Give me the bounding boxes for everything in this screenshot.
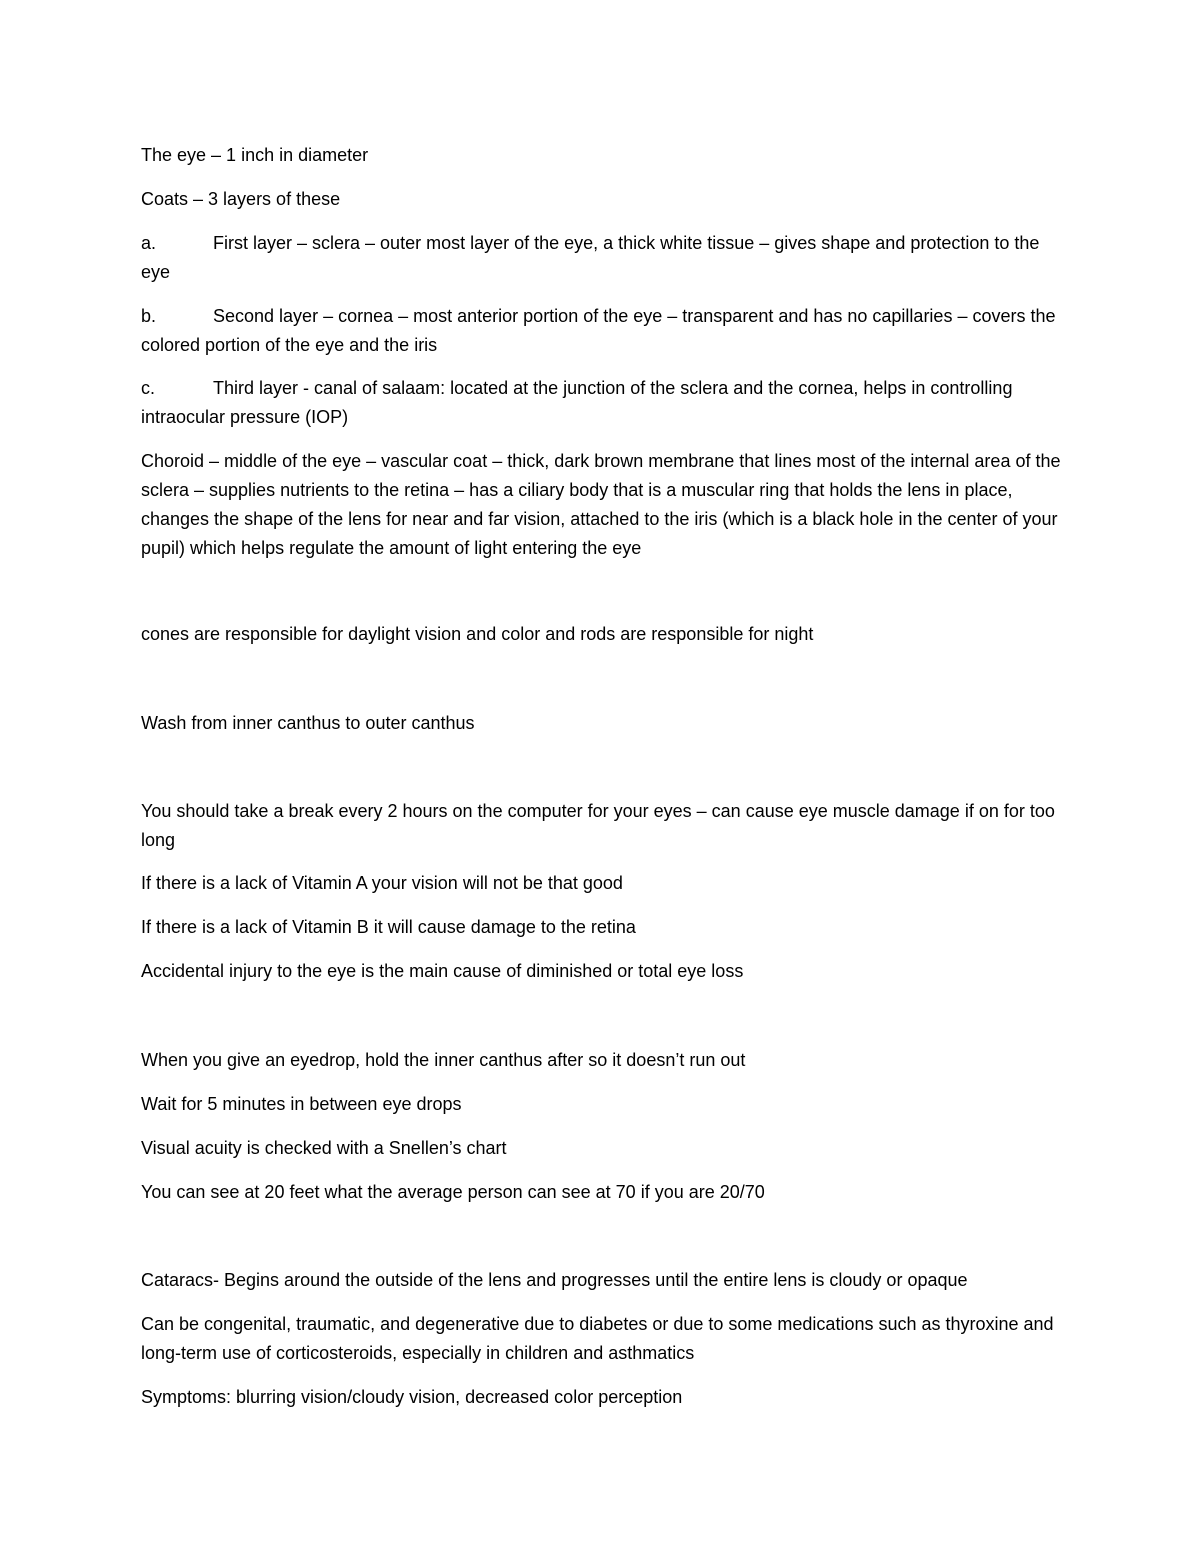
computer-break-paragraph: You should take a break every 2 hours on the computer for your eyes – can cause eye muscle damage if on for too long — [141, 801, 1055, 850]
layer-item-b — [141, 302, 1066, 360]
layer-item-c — [141, 374, 1066, 432]
vitamin-a-line: If there is a lack of Vitamin A your vision will not be that good — [141, 873, 623, 893]
vitamin-b-line: If there is a lack of Vitamin B it will cause damage to the retina — [141, 917, 636, 937]
cones-rods-line: cones are responsible for daylight vision and color and rods are responsible for night — [141, 624, 814, 644]
injury-line: Accidental injury to the eye is the main cause of diminished or total eye loss — [141, 961, 744, 981]
cataract-causes-paragraph: Can be congenital, traumatic, and degenerative due to diabetes or due to some medications such as thyroxine and long-term use of corticosteroids, especially in children and asthmatics — [141, 1314, 1054, 1363]
layer-text: Third layer - canal of salaam: located at the junction of the sclera and the cornea, helps in controlling intraocular pressure (IOP) — [141, 378, 1013, 427]
list-marker: b. — [141, 306, 157, 326]
layer-item-a — [141, 229, 1066, 287]
eyedrop-line: When you give an eyedrop, hold the inner canthus after so it doesn’t run out — [141, 1050, 746, 1070]
list-marker: a. — [141, 233, 157, 253]
symptoms-line: Symptoms: blurring vision/cloudy vision, decreased color perception — [141, 1387, 683, 1407]
list-marker: c. — [141, 378, 156, 398]
choroid-paragraph: Choroid – middle of the eye – vascular coat – thick, dark brown membrane that lines most of the internal area of the sclera – supplies nutrients to the retina – has a ciliary body that is a muscular ring that holds the lens in place, changes the shape of the lens for near and far vision, attached to the iris (which is a black hole in the center of your pupil) which helps regulate the amount of light entering the eye — [141, 451, 1061, 558]
visual-acuity-line: Visual acuity is checked with a Snellen’s chart — [141, 1138, 507, 1158]
layer-text: First layer – sclera – outer most layer of the eye, a thick white tissue – gives shape and protection to the eye — [141, 233, 1040, 282]
coats-line: Coats – 3 layers of these — [141, 189, 341, 209]
layer-text: Second layer – cornea – most anterior portion of the eye – transparent and has no capillaries – covers the colored portion of the eye and the iris — [141, 306, 1056, 355]
wait-line: Wait for 5 minutes in between eye drops — [141, 1094, 462, 1114]
eye-diameter-line: The eye – 1 inch in diameter — [141, 145, 369, 165]
wash-line: Wash from inner canthus to outer canthus — [141, 713, 475, 733]
twenty-seventy-line: You can see at 20 feet what the average person can see at 70 if you are 20/70 — [141, 1182, 765, 1202]
cataracs-line: Cataracs- Begins around the outside of the lens and progresses until the entire lens is cloudy or opaque — [141, 1270, 968, 1290]
